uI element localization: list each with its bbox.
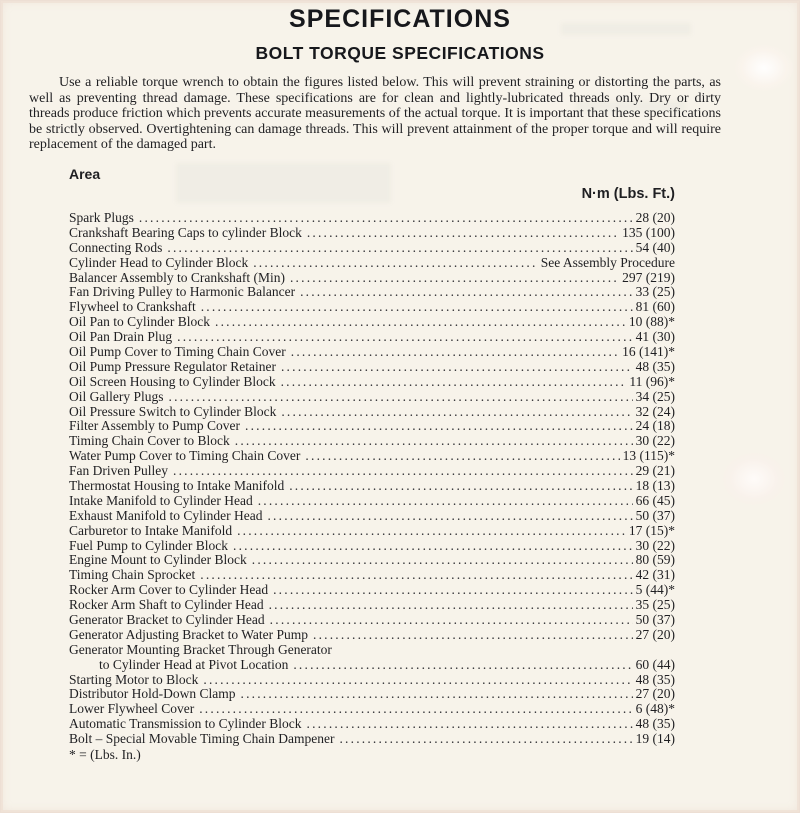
- row-value: 27 (20): [635, 626, 675, 642]
- dot-leader: [167, 241, 632, 256]
- dot-leader: [169, 390, 633, 405]
- dot-leader: [245, 419, 633, 434]
- row-label: Connecting Rods: [69, 239, 163, 255]
- row-label: Filter Assembly to Pump Cover: [69, 418, 241, 434]
- table-row: [69, 583, 675, 598]
- row-label: Bolt – Special Movable Timing Chain Dampener: [69, 731, 335, 747]
- table-row: [69, 449, 675, 464]
- row-label: Generator Bracket to Cylinder Head: [69, 612, 265, 628]
- table-row: [69, 226, 675, 241]
- row-label: Oil Pump Cover to Timing Chain Cover: [69, 343, 286, 359]
- row-label: Exhaust Manifold to Cylinder Head: [69, 507, 263, 523]
- row-label: Oil Screen Housing to Cylinder Block: [69, 373, 276, 389]
- table-row: [69, 732, 675, 747]
- row-value: 18 (13): [635, 478, 675, 493]
- dot-leader: [300, 285, 633, 300]
- dot-leader: [235, 434, 633, 449]
- dot-leader: [293, 658, 632, 673]
- table-row: [69, 345, 675, 360]
- row-label: Starting Motor to Block: [69, 671, 199, 687]
- row-value: 32 (24): [635, 403, 675, 419]
- table-row: [69, 673, 675, 688]
- table-row: [69, 285, 675, 300]
- row-value: 42 (31): [635, 567, 675, 583]
- row-value: 54 (40): [635, 239, 675, 255]
- row-label: Water Pump Cover to Timing Chain Cover: [69, 448, 301, 464]
- row-value: 50 (37): [635, 507, 675, 523]
- table-row: [69, 419, 675, 434]
- dot-leader: [305, 449, 619, 464]
- row-label: Oil Gallery Plugs: [69, 388, 164, 404]
- table-row: [69, 375, 675, 390]
- row-label: Oil Pan to Cylinder Block: [69, 314, 210, 330]
- row-value: 6 (48)*: [635, 701, 675, 717]
- dot-leader: [313, 628, 633, 643]
- row-label: Lower Flywheel Cover: [69, 701, 195, 717]
- column-header-units: N·m (Lbs. Ft.): [581, 185, 675, 202]
- row-value: 13 (115)*: [622, 448, 675, 464]
- row-value: 297 (219): [622, 269, 675, 285]
- row-value: 28 (20): [635, 209, 675, 225]
- row-value: See Assembly Procedure: [540, 254, 675, 270]
- table-row: [69, 434, 675, 449]
- dot-leader: [307, 717, 633, 732]
- table-row: [69, 524, 675, 539]
- table-row: [69, 330, 675, 345]
- dot-leader: [199, 702, 632, 717]
- row-label: Generator Adjusting Bracket to Water Pump: [69, 626, 308, 642]
- row-value: 48 (35): [635, 671, 675, 687]
- dot-leader: [258, 494, 633, 509]
- dot-leader: [139, 211, 633, 226]
- row-label: Fan Driven Pulley: [69, 463, 168, 479]
- row-value: 10 (88)*: [628, 314, 675, 330]
- dot-leader: [290, 271, 619, 286]
- row-label: Timing Chain Sprocket: [69, 567, 196, 583]
- row-label: Carburetor to Intake Manifold: [69, 522, 233, 538]
- row-value: 81 (60): [635, 299, 675, 315]
- table-row: [69, 494, 675, 509]
- torque-table: [69, 211, 675, 747]
- row-label: Spark Plugs: [69, 209, 134, 225]
- row-value: 5 (44)*: [635, 582, 675, 598]
- dot-leader: [307, 226, 619, 241]
- table-row: [69, 211, 675, 226]
- dot-leader: [270, 613, 633, 628]
- dot-leader: [241, 687, 633, 702]
- row-value: 19 (14): [635, 731, 675, 747]
- dot-leader: [203, 673, 632, 688]
- row-label: Balancer Assembly to Crankshaft (Min): [69, 269, 285, 285]
- table-row: [69, 241, 675, 256]
- row-value: 30 (22): [635, 537, 675, 553]
- column-header-area: Area: [69, 165, 101, 182]
- dot-leader: [215, 315, 626, 330]
- page-title: SPECIFICATIONS: [289, 5, 511, 33]
- row-label: Timing Chain Cover to Block: [69, 433, 230, 449]
- row-value: 16 (141)*: [622, 343, 675, 359]
- dot-leader: [339, 732, 632, 747]
- table-row: [69, 509, 675, 524]
- table-row: [69, 643, 675, 658]
- row-label: Automatic Transmission to Cylinder Block: [69, 716, 302, 732]
- table-row: [69, 300, 675, 315]
- row-value: 66 (45): [635, 492, 675, 508]
- intro-paragraph: Use a reliable torque wrench to obtain the figures listed below. This will prevent straining or distorting the parts, as well as preventing thread damage. These specifications are for clean and lightly-lubricated threads only. Dry or dirty threads produce friction which prevents accurate measurements of the actual torque. It is important that these specifications be strictly observed. Overtightening can damage threads. This will prevent attainment of the proper torque and will require replacement of the damaged part.: [29, 75, 721, 153]
- row-label: Distributor Hold-Down Clamp: [69, 686, 236, 702]
- row-label: Intake Manifold to Cylinder Head: [69, 492, 253, 508]
- row-value: 48 (35): [635, 716, 675, 732]
- row-value: 30 (22): [635, 433, 675, 449]
- dot-leader: [281, 375, 627, 390]
- row-value: 17 (15)*: [628, 522, 675, 538]
- dot-leader: [273, 583, 633, 598]
- table-row: [69, 568, 675, 583]
- table-row: [69, 628, 675, 643]
- dot-leader: [237, 524, 626, 539]
- dot-leader: [177, 330, 633, 345]
- row-label: Oil Pump Pressure Regulator Retainer: [69, 358, 276, 374]
- dot-leader: [281, 405, 632, 420]
- row-value: 33 (25): [635, 284, 675, 300]
- dot-leader: [252, 553, 633, 568]
- table-row: [69, 464, 675, 479]
- table-row-continuation: [69, 658, 675, 673]
- table-row: [69, 315, 675, 330]
- row-label: Crankshaft Bearing Caps to cylinder Block: [69, 224, 302, 240]
- row-label: Thermostat Housing to Intake Manifold: [69, 478, 285, 493]
- dot-leader: [281, 360, 633, 375]
- dot-leader: [267, 509, 632, 524]
- section-title: BOLT TORQUE SPECIFICATIONS: [255, 43, 545, 63]
- row-label: Fan Driving Pulley to Harmonic Balancer: [69, 284, 296, 300]
- row-value: 50 (37): [635, 612, 675, 628]
- dot-leader: [291, 345, 619, 360]
- dot-leader: [201, 300, 633, 315]
- row-label: Rocker Arm Shaft to Cylinder Head: [69, 597, 264, 613]
- table-row: [69, 702, 675, 717]
- table-row: [69, 405, 675, 420]
- dot-leader: [289, 479, 632, 494]
- table-row: [69, 271, 675, 286]
- row-value: 29 (21): [635, 463, 675, 479]
- footnote: * = (Lbs. In.): [69, 747, 141, 763]
- row-value: 11 (96)*: [629, 373, 675, 389]
- row-value: 24 (18): [635, 418, 675, 434]
- row-label: Rocker Arm Cover to Cylinder Head: [69, 582, 269, 598]
- row-label: Cylinder Head to Cylinder Block: [69, 254, 249, 270]
- row-label: Generator Mounting Bracket Through Generator: [69, 641, 332, 657]
- table-row: [69, 613, 675, 628]
- row-value: 135 (100): [622, 224, 675, 240]
- row-label: Oil Pan Drain Plug: [69, 329, 173, 345]
- row-value: 34 (25): [635, 388, 675, 404]
- dot-leader: [233, 539, 633, 554]
- row-label: Engine Mount to Cylinder Block: [69, 552, 247, 568]
- row-label: Flywheel to Crankshaft: [69, 299, 196, 315]
- dot-leader: [173, 464, 633, 479]
- row-label: Oil Pressure Switch to Cylinder Block: [69, 403, 277, 419]
- table-row: [69, 717, 675, 732]
- row-value: 41 (30): [635, 329, 675, 345]
- row-label: Fuel Pump to Cylinder Block: [69, 537, 229, 553]
- table-row: [69, 553, 675, 568]
- table-row: [69, 479, 675, 494]
- table-row: [69, 360, 675, 375]
- table-row: [69, 390, 675, 405]
- row-value: 60 (44): [635, 656, 675, 672]
- dot-leader: [200, 568, 632, 583]
- row-value: 27 (20): [635, 686, 675, 702]
- dot-leader: [269, 598, 633, 613]
- table-row: [69, 256, 675, 271]
- dot-leader: [253, 256, 538, 271]
- row-label: to Cylinder Head at Pivot Location: [99, 656, 289, 672]
- table-row: [69, 687, 675, 702]
- table-row: [69, 598, 675, 613]
- paper-smudge: [723, 453, 785, 505]
- row-value: 80 (59): [635, 552, 675, 568]
- table-row: [69, 539, 675, 554]
- row-value: 48 (35): [635, 358, 675, 374]
- row-value: 35 (25): [635, 597, 675, 613]
